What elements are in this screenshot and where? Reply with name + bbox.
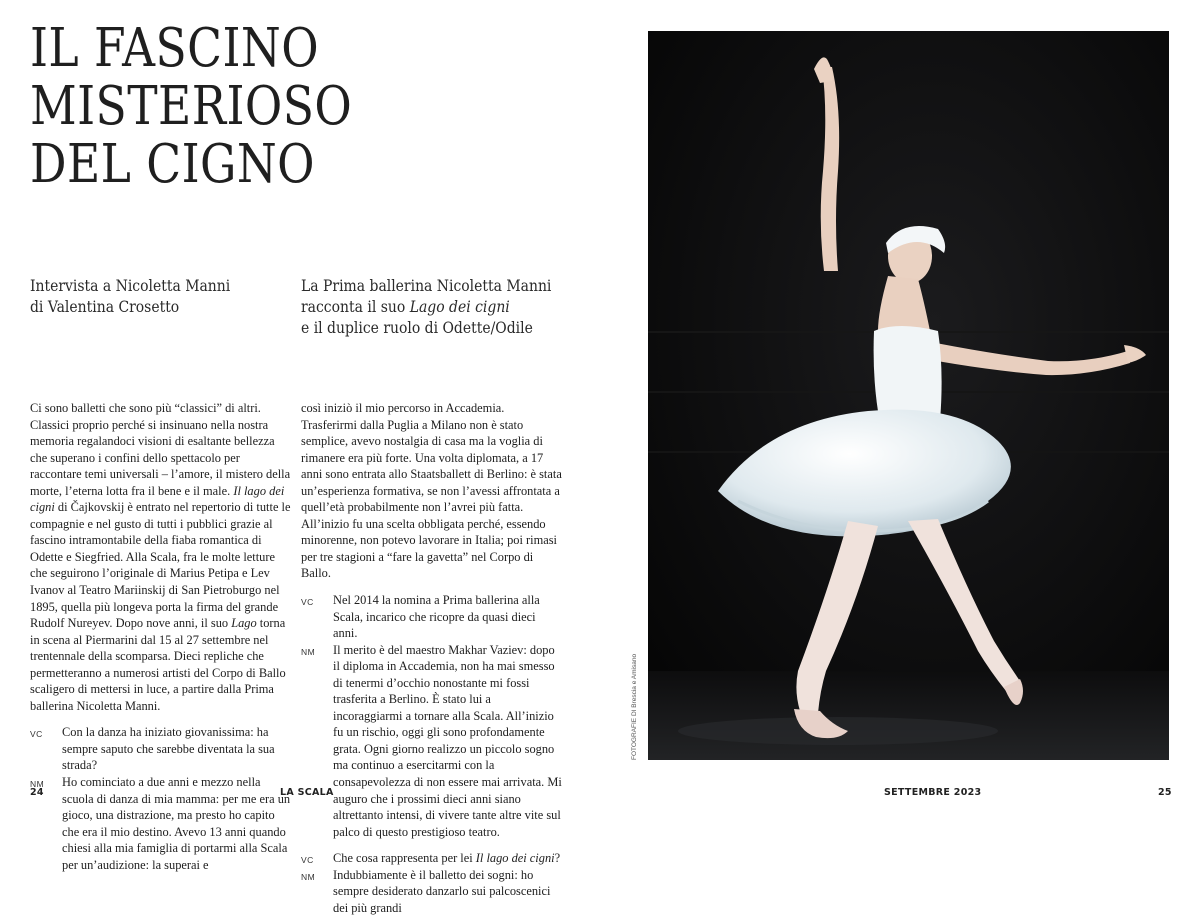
question <box>30 724 292 774</box>
issue-date: SETTEMBRE 2023 <box>884 787 982 798</box>
answer-text: Indubbiamente è il balletto dei sogni: ho sempre desiderato danzarlo sui palcoscenici dei più grandi <box>333 867 551 915</box>
intro-text: Ci sono balletti che sono più “classici” di altri. Classici proprio perché si insinuano nella nostra memoria regalandoci visioni di esaltante bellezza che superano i confini dello spettacolo per raccontare temi universali – l’amore, il mistero della morte, l’eterna lotta fra il bene e il male. <box>30 401 291 498</box>
ballerina-photo <box>648 31 1169 760</box>
intro-text: torna in scena al Piermarini dal 15 al 27 settembre nel trentennale della scomparsa. Dieci repliche che permetteranno a numerosi artisti del Corpo di Ballo scaligero di mettersi in luce, a partire dalla Prima ballerina Nicoletta Manni. <box>30 616 286 713</box>
byline-line-1: Intervista a Nicoletta Manni <box>30 277 231 295</box>
title-line-1: IL FASCINO <box>30 18 320 79</box>
question-text: Con la danza ha iniziato giovanissima: ha sempre saputo che sarebbe diventata la sua strada? <box>62 725 275 773</box>
question-text: ? <box>554 851 561 866</box>
ballerina-illustration <box>648 31 1169 760</box>
answer <box>30 774 292 873</box>
standfirst-text: racconta il suo <box>301 298 410 316</box>
byline-line-2: di Valentina Crosetto <box>30 298 180 316</box>
question <box>301 850 563 867</box>
speaker-tag: VC <box>30 729 43 740</box>
text-column-left <box>30 400 292 873</box>
question <box>301 592 563 642</box>
speaker-tag: NM <box>30 779 45 790</box>
answer <box>301 642 563 841</box>
standfirst-work-title: Lago dei cigni <box>409 298 510 316</box>
title-line-2: MISTERIOSO <box>30 76 353 137</box>
question-work-title: Il lago dei cigni <box>475 851 555 866</box>
title-line-3: DEL CIGNO <box>30 134 315 195</box>
standfirst-line-1: La Prima ballerina Nicoletta Manni <box>301 277 552 295</box>
standfirst-line-2 <box>301 297 562 318</box>
standfirst-line-3: e il duplice ruolo di Odette/Odile <box>301 319 533 337</box>
intro-text: di Čajkovskij è entrato nel repertorio di tutte le compagnie e nel gusto di tutti i pubblici grazie al fascino intramontabile della fiaba romantica di Odette e Siegfried. Alla Scala, fra le molte letture che seguirono l’originale di Marius Petipa e Lev Ivanov al Teatro Mariinskij di San Pietroburgo nel 1895, quella più longeva porta la firma del grande Rudolf Nureyev. Dopo nove anni, il suo <box>30 500 291 631</box>
interview-byline <box>30 276 246 318</box>
speaker-tag: VC <box>301 597 314 608</box>
page-number-left: 24 <box>30 787 44 798</box>
answer-text: Il merito è del maestro Makhar Vaziev: dopo il diploma in Accademia, non ha mai smesso di tenermi d’occhio nonostante mi fossi trasferita a Berlino. È stato lui a incoraggiarmi a tornare alla Scala. All’inizio fu un rischio, oggi gli sono profondamente grata. Ogni giorno realizzo un piccolo sogno ma continuo a esercitarmi con la consapevolezza di non essere mai arrivata. Mi auguro che i prossimi dieci anni siano altrettanto intensi, di vivere tante altre vite sul palco di questo prestigioso teatro. <box>333 642 562 839</box>
answer-continuation: così iniziò il mio percorso in Accademia. Trasferirmi dalla Puglia a Milano non è stato semplice, avevo nostalgia di casa ma la voglia di rimanere era più forte. Una volta diplomata, a 17 anni sono entrata allo Staatsballett di Berlino: è stata un’esperienza formativa, se non l’avessi affrontata a quell’età probabilmente non l’avrei più fatta. All’inizio fu una scelta obbligata perché, essendo minorenne, non potevo lavorare in Italia; poi rimasi per tre stagioni a “fare la gavetta” nel Corpo di Ballo. <box>301 401 562 581</box>
answer-text: Ho cominciato a due anni e mezzo nella scuola di danza di mia mamma: per me era un gioco, una distrazione, ma presto ho capito che era il mio destino. Avevo 13 anni quando chiesi alla mia famiglia di portarmi alla Scala per un’audizione: la superai e <box>62 775 291 872</box>
text-column-right <box>301 400 563 916</box>
question-text: Che cosa rappresenta per lei <box>333 851 476 866</box>
page-number-right: 25 <box>1158 787 1172 798</box>
intro-work-title: Lago <box>231 616 257 631</box>
article-standfirst <box>301 276 562 339</box>
photo-credit-text: FOTOGRAFIE DI Brescia e Amisano <box>631 653 638 760</box>
speaker-tag: NM <box>301 646 316 657</box>
intro-work-title: Il lago dei cigni <box>30 483 285 515</box>
answer <box>301 867 563 916</box>
question-text: Nel 2014 la nomina a Prima ballerina alla Scala, incarico che ricopre da quasi dieci anni. <box>333 593 540 641</box>
intro-paragraph <box>30 400 292 714</box>
photo-credit <box>629 594 641 760</box>
magazine-name: LA SCALA <box>280 787 334 798</box>
speaker-tag: NM <box>301 871 316 882</box>
article-title <box>30 20 352 194</box>
speaker-tag: VC <box>301 855 314 866</box>
